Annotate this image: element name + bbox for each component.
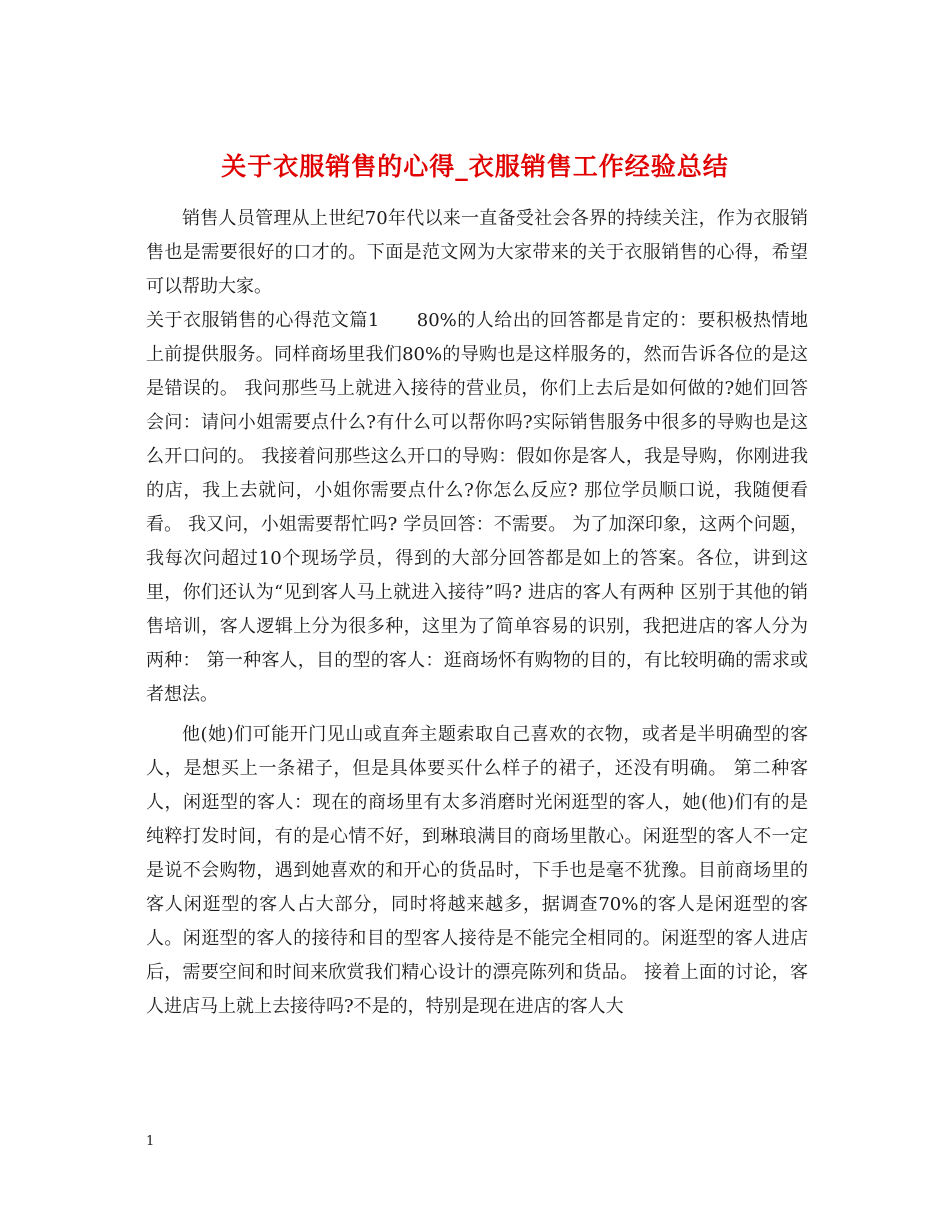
document-body [146,202,808,1024]
paragraph-intro: 销售人员管理从上世纪70年代以来一直备受社会各界的持续关注，作为衣服销售也是需要很好的口才的。下面是范文网为大家带来的关于衣服销售的心得，希望可以帮助大家。 [146,208,808,297]
document-title: 关于衣服销售的心得_衣服销售工作经验总结 [221,151,729,181]
page-number: 1 [146,1134,155,1149]
paragraph-article-1: 关于衣服销售的心得范文篇1 80%的人给出的回答都是肯定的：要积极热情地上前提供服务。同样商场里我们80%的导购也是这样服务的，然而告诉各位的是这是错误的。 我问那些马上就进入接待的营业员，你们上去后是如何做的?她们回答会问：请问小姐需要点什么?有什么可以帮你吗?实际销售服务中很多的导购也是这么开口问的。 我接着问那些这么开口的导购：假如你是客人，我是导购，你刚进我的店，我上去就问，小姐你需要点什么?你怎么反应? 那位学员顺口说，我随便看看。 我又问，小姐需要帮忙吗? 学员回答：不需要。 为了加深印象，这两个问题，我每次问超过10个现场学员，得到的大部分回答都是如上的答案。各位，讲到这里，你们还认为“见到客人马上就进入接待”吗? 进店的客人有两种 区别于其他的销售培训，客人逻辑上分为很多种，这里为了简单容易的识别，我把进店的客人分为两种： 第一种客人，目的型的客人：逛商场怀有购物的目的，有比较明确的需求或者想法。 [146,310,808,705]
paragraph-continuation: 他(她)们可能开门见山或直奔主题索取自己喜欢的衣物，或者是半明确型的客人，是想买上一条裙子，但是具体要买什么样子的裙子，还没有明确。 第二种客人，闲逛型的客人：现在的商场里有太多消磨时光闲逛型的客人，她(他)们有的是纯粹打发时间，有的是心情不好，到琳琅满目的商场里散心。闲逛型的客人不一定是说不会购物，遇到她喜欢的和开心的货品时，下手也是毫不犹豫。目前商场里的客人闲逛型的客人占大部分，同时将越来越多，据调查70%的客人是闲逛型的客人。闲逛型的客人的接待和目的型客人接待是不能完全相同的。闲逛型的客人进店后，需要空间和时间来欣赏我们精心设计的漂亮陈列和货品。 接着上面的讨论，客人进店马上就上去接待吗?不是的，特别是现在进店的客人大 [146,724,808,1017]
